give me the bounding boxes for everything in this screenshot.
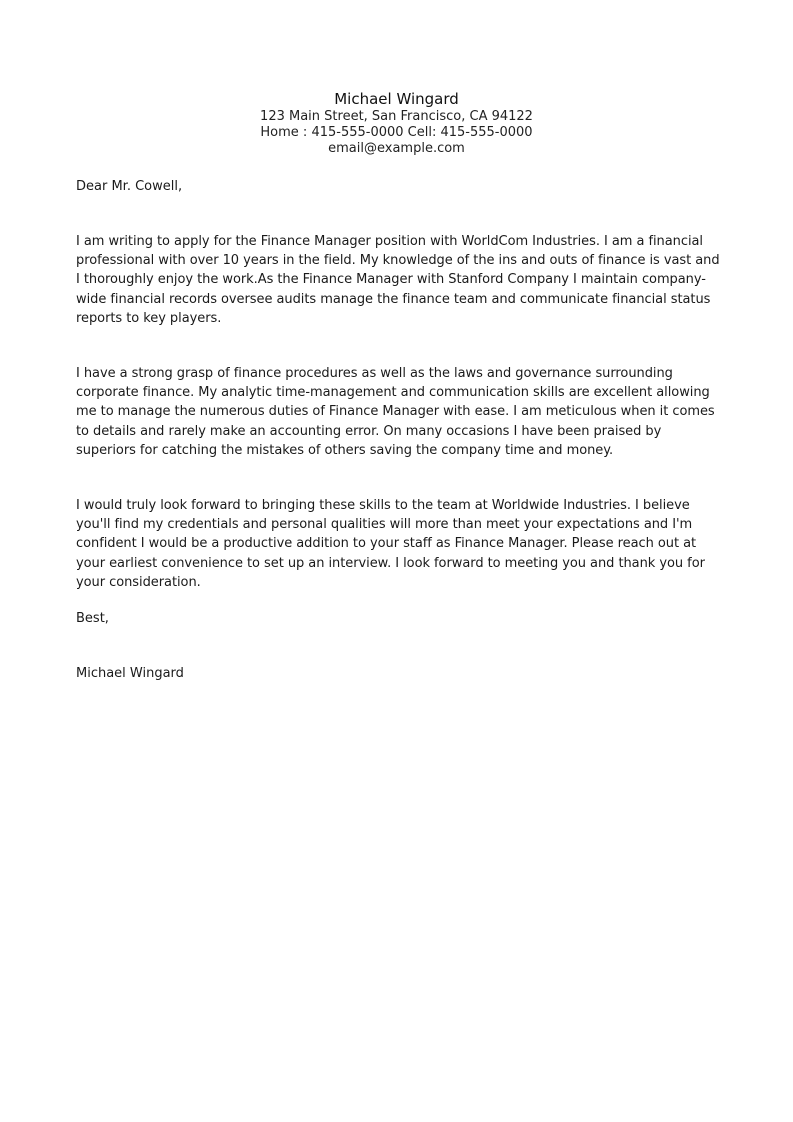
signature-name: Michael Wingard — [76, 666, 184, 681]
letter-header — [0, 89, 793, 157]
sender-name: Michael Wingard — [334, 90, 459, 108]
sender-address: 123 Main Street, San Francisco, CA 94122 — [260, 109, 533, 124]
salutation: Dear Mr. Cowell, — [76, 179, 183, 194]
closing: Best, — [76, 611, 109, 626]
body-paragraph-2: I have a strong grasp of finance procedures as well as the laws and governance surrounding corporate finance. My analytic time-management and communication skills are excellent allowing me to manage the numerous duties of Finance Manager with ease. I am meticulous when it comes to details and rarely make an accounting error. On many occasions I have been praised by superiors for catching the mistakes of others saving the company time and money. — [76, 366, 715, 458]
sender-email: email@example.com — [328, 141, 465, 156]
sender-phones: Home : 415-555-0000 Cell: 415-555-0000 — [260, 125, 533, 140]
body-paragraph-1: I am writing to apply for the Finance Manager position with WorldCom Industries. I am a financial professional with over 10 years in the field. My knowledge of the ins and outs of finance is vast and I thoroughly enjoy the work.As the Finance Manager with Stanford Company I maintain company-wide financial records oversee audits manage the finance team and communicate financial status reports to key players. — [76, 234, 720, 326]
body-paragraph-3: I would truly look forward to bringing these skills to the team at Worldwide Industries. I believe you'll find my credentials and personal qualities will more than meet your expectations and I'm confident I would be a productive addition to your staff as Finance Manager. Please reach out at your earliest convenience to set up an interview. I look forward to meeting you and thank you for your consideration. — [76, 498, 705, 590]
